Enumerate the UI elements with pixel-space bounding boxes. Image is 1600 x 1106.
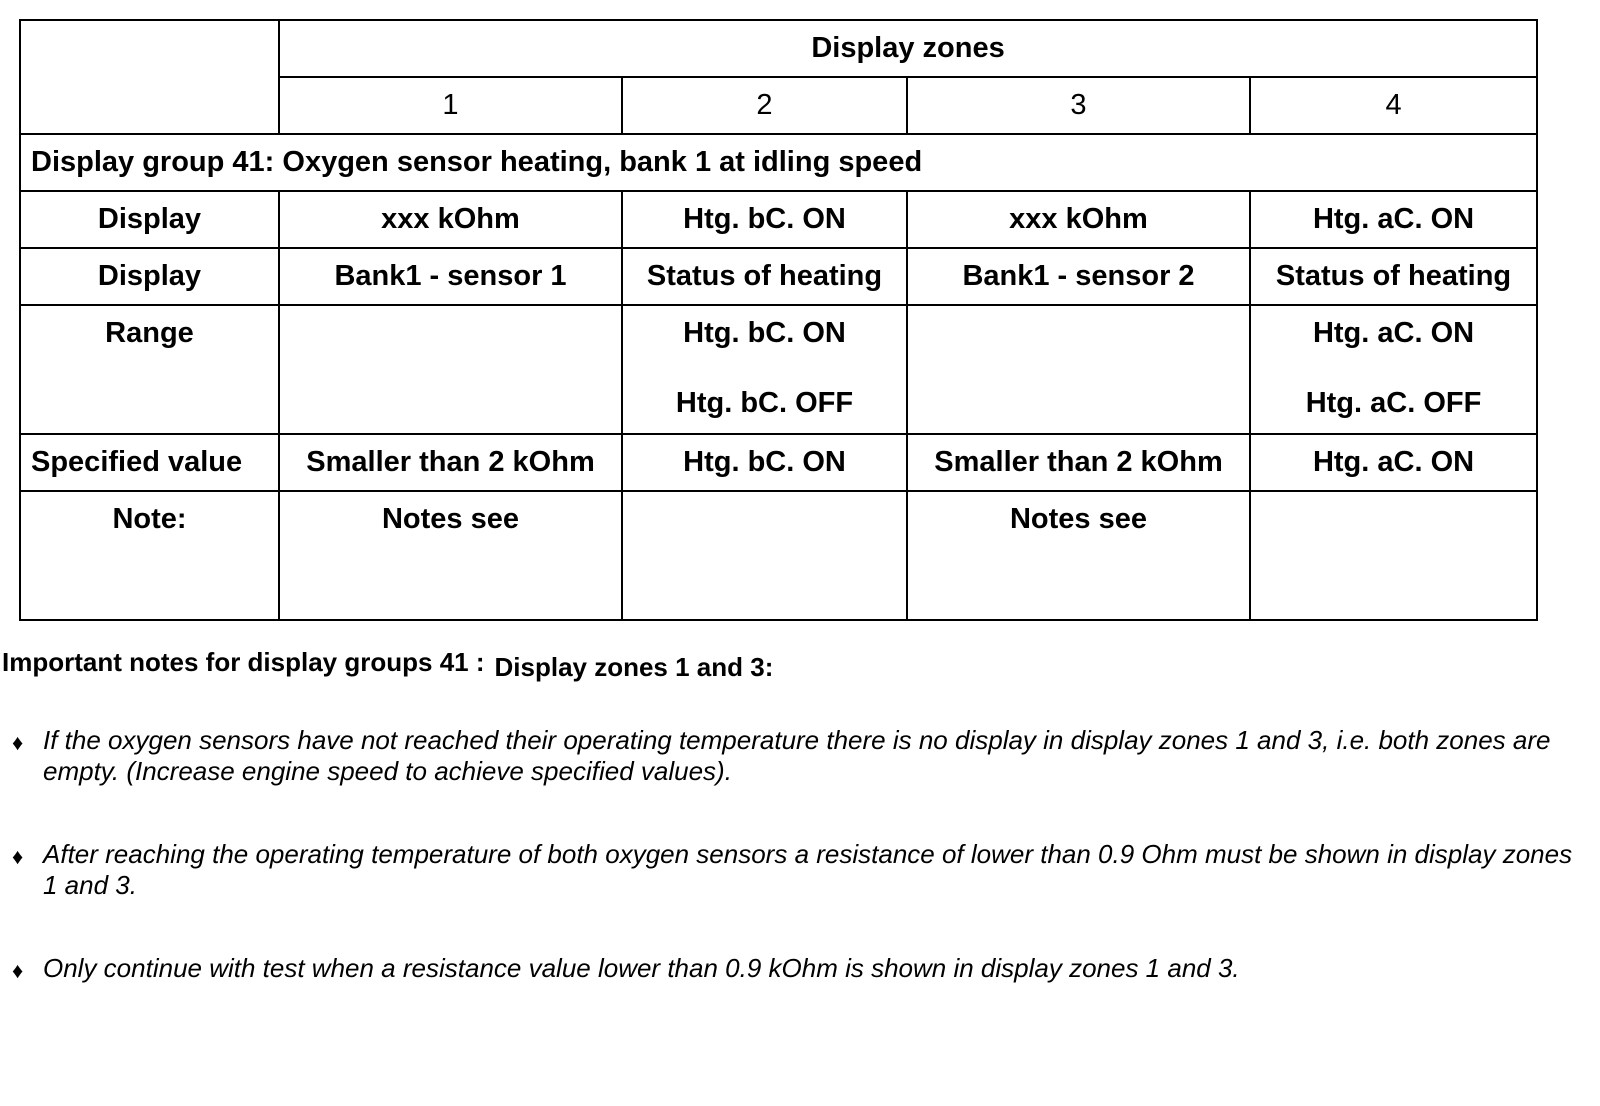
range-value: Htg. aC. OFF (1305, 386, 1482, 419)
list-item (10, 953, 1590, 984)
row-label: Display (20, 191, 279, 248)
note-text: Only continue with test when a resistance value lower than 0.9 kOhm is shown in display zones 1 and 3. (43, 953, 1240, 983)
row-label: Display (20, 248, 279, 305)
zone-header-4: 4 (1250, 77, 1537, 134)
table-cell: Smaller than 2 kOhm (907, 434, 1250, 491)
table-cell: Bank1 - sensor 2 (907, 248, 1250, 305)
table-cell: xxx kOhm (279, 191, 622, 248)
display-group-title: Display group 41: Oxygen sensor heating, bank 1 at idling speed (20, 134, 1537, 191)
row-label: Note: (20, 491, 279, 620)
table-cell: Status of heating (1250, 248, 1537, 305)
diamond-bullet-icon: ♦ (12, 730, 24, 755)
table-cell: Status of heating (622, 248, 907, 305)
row-label: Specified value (20, 434, 279, 491)
notes-list (10, 725, 1590, 1036)
table-cell: xxx kOhm (907, 191, 1250, 248)
table-cell: Htg. aC. ON (1250, 434, 1537, 491)
list-item (10, 839, 1590, 901)
zone-header-3: 3 (907, 77, 1250, 134)
notes-title: Important notes for display groups 41 : (2, 647, 485, 677)
note-text: If the oxygen sensors have not reached their operating temperature there is no display in display zones 1 and 3, i.e. both zones are empty. (Increase engine speed to achieve specified values). (43, 725, 1551, 786)
diamond-bullet-icon: ♦ (12, 844, 24, 869)
range-value: Htg. bC. ON (683, 317, 846, 349)
range-value: Htg. aC. ON (1312, 317, 1475, 349)
table-cell (1250, 491, 1537, 620)
table-corner-cell (20, 20, 279, 134)
table-cell: Notes see (279, 491, 622, 620)
range-value: Htg. bC. OFF (675, 386, 854, 419)
note-text: After reaching the operating temperature of both oxygen sensors a resistance of lower than 0.9 Ohm must be shown in display zones 1 and 3. (43, 839, 1573, 900)
display-group-table (19, 19, 1538, 621)
list-item (10, 725, 1590, 787)
table-cell: Htg. bC. ON (622, 434, 907, 491)
table-row (20, 434, 1537, 491)
notes-subtitle: Display zones 1 and 3: (494, 652, 774, 682)
table-cell (1250, 305, 1537, 434)
table-cell: Htg. bC. ON (622, 191, 907, 248)
diamond-bullet-icon: ♦ (12, 958, 24, 983)
table-cell (622, 305, 907, 434)
table-cell (622, 491, 907, 620)
display-zones-header: Display zones (279, 20, 1537, 77)
notes-heading (2, 647, 774, 682)
table-cell (279, 305, 622, 434)
table-row (20, 191, 1537, 248)
row-label: Range (20, 305, 279, 434)
table-cell: Notes see (907, 491, 1250, 620)
table-row (20, 491, 1537, 620)
table-row (20, 248, 1537, 305)
table-row (20, 305, 1537, 434)
table-cell (907, 305, 1250, 434)
zone-header-1: 1 (279, 77, 622, 134)
table-cell: Htg. aC. ON (1250, 191, 1537, 248)
table-cell: Bank1 - sensor 1 (279, 248, 622, 305)
zone-header-2: 2 (622, 77, 907, 134)
table-cell: Smaller than 2 kOhm (279, 434, 622, 491)
